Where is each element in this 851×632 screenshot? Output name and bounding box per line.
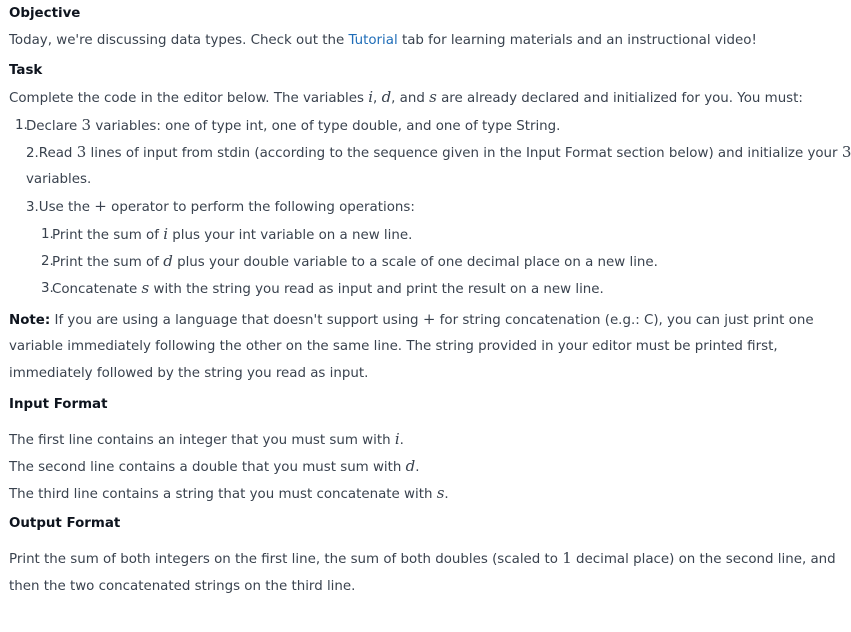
problem-statement — [9, 0, 851, 600]
objective-text: Today, we're discussing data types. Check out the Tutorial tab for learning materials and an instructional video! — [9, 33, 757, 48]
objective-heading: Objective — [9, 6, 81, 21]
var-d: d — [381, 88, 392, 107]
note-label: Note: — [9, 312, 51, 328]
task-heading: Task — [9, 63, 43, 79]
list-item: 1. Declare 3 variables: one of type int, one of type double, and one of type String. — [15, 115, 561, 134]
input-line-1: The first line contains an integer that you must sum with i. — [9, 429, 404, 448]
sub-list — [35, 221, 795, 303]
var-s: s — [429, 88, 437, 107]
input-format-heading: Input Format — [9, 396, 108, 412]
list-item: 3.Use the + operator to perform the following operations: 1. Print the sum of i plus your int variable on a new line. 2. Print the sum of d plus your double variable to a scale of one decimal place on a new line. 3. Concatenate s with the string you read as input and print the result on a new line. — [9, 193, 795, 302]
list-item: 2.Read 3 lines of input from stdin (according to the sequence given in the Input Format section below) and initialize your 3 variables. — [26, 142, 851, 188]
sub-list-item: 3. Concatenate s with the string you read as input and print the result on a new line. — [41, 279, 604, 298]
output-line-2: then the two concatenated strings on the third line. — [9, 578, 356, 594]
task-intro: Complete the code in the editor below. The variables i, d, and s are already declared and initialized for you. You must: — [9, 88, 803, 107]
var-i: i — [368, 88, 374, 107]
note-paragraph: Note: If you are using a language that doesn't support using + for string concatenation (e.g.: C), you can just print one variable immediately following the other on the same line. The string provided in your editor must be printed first, immediately followed by the string you read as input. — [9, 309, 814, 382]
sub-list-item: 1. Print the sum of i plus your int variable on a new line. — [41, 224, 413, 243]
output-line-1: Print the sum of both integers on the first line, the sum of both doubles (scaled to 1 decimal place) on the second line, and — [9, 549, 836, 568]
sub-list-item: 2. Print the sum of d plus your double variable to a scale of one decimal place on a new line. — [41, 252, 658, 271]
task-list — [9, 112, 851, 303]
output-format-heading: Output Format — [9, 516, 121, 532]
input-line-2: The second line contains a double that you must sum with d. — [9, 456, 420, 475]
input-line-3: The third line contains a string that you must concatenate with s. — [9, 484, 449, 503]
tutorial-link[interactable]: Tutorial — [348, 33, 398, 48]
